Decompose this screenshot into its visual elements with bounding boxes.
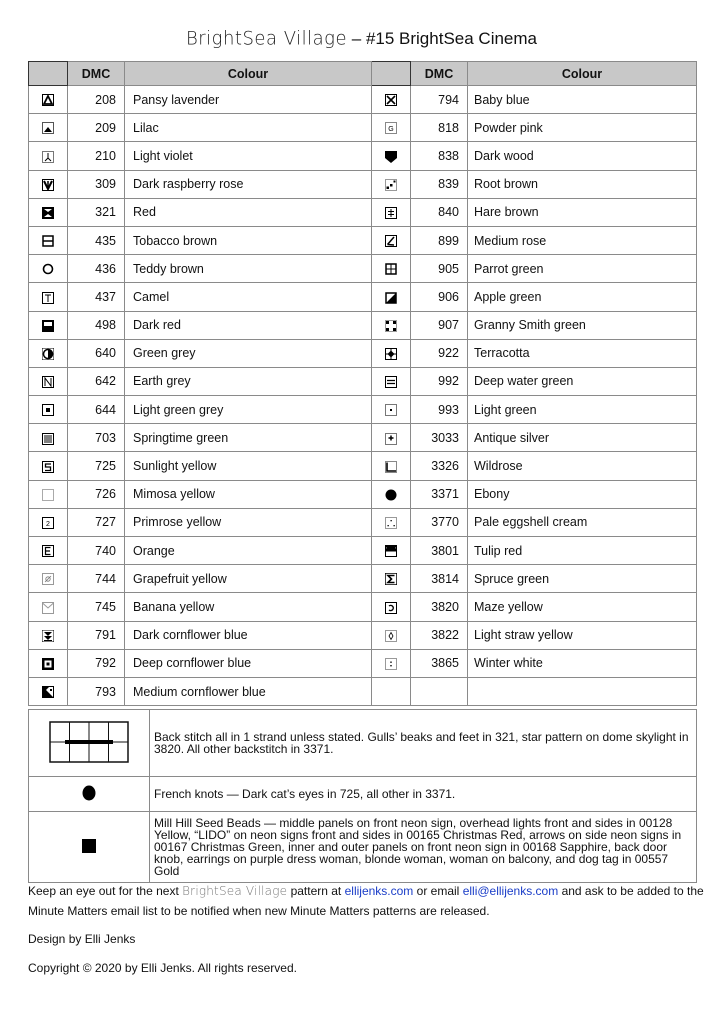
three-dots-icon <box>385 517 397 529</box>
dmc-number: 3822 <box>411 621 468 649</box>
symbol-cell <box>372 86 411 114</box>
symbol-cell <box>372 565 411 593</box>
colour-name: Maze yellow <box>468 593 697 621</box>
svg-text:G: G <box>388 126 394 134</box>
shield-filled-icon <box>385 151 397 163</box>
beads-note: Mill Hill Seed Beads — middle panels on front neon sign, overhead lights front and sides in 00128 Yellow, “LIDO” on neon signs front and sides in 00165 Christmas Red, arrows on side neon signs in 00167 Christmas Green, inner and outer panels on front neon sign in 00168 Sapphire, back door knob, earrings on purple dress woman, blonde woman, woman on balcony, and dog tag in 00557 Gold <box>150 812 697 883</box>
colour-name: Baby blue <box>468 86 697 114</box>
corner-triangle-dot-icon <box>42 686 54 698</box>
pattern-title: – #15 BrightSea Cinema <box>351 29 537 48</box>
colour-name: Hare brown <box>468 198 697 226</box>
l-corner-icon <box>385 461 397 473</box>
symbol-header-2 <box>372 62 411 86</box>
dmc-number: 906 <box>411 283 468 311</box>
backstitch-note: Back stitch all in 1 strand unless stated. Gulls’ beaks and feet in 321, star pattern on dome skylight in 3820. All other backstitch in 3371. <box>150 710 697 777</box>
dmc-number: 498 <box>68 311 125 339</box>
symbol-cell <box>29 86 68 114</box>
dmc-number: 745 <box>68 593 125 621</box>
symbol-cell <box>29 311 68 339</box>
beads-row <box>29 812 697 883</box>
diagonal-half-icon <box>385 292 397 304</box>
colour-name: Pale eggshell cream <box>468 508 697 536</box>
french-knot-note: French knots — Dark cat’s eyes in 725, all other in 3371. <box>150 777 697 812</box>
symbol-cell <box>372 396 411 424</box>
copyright-notice: Copyright © 2020 by Elli Jenks. All rights reserved. <box>28 961 297 975</box>
table-row <box>29 508 697 536</box>
double-cross-icon <box>385 207 397 219</box>
symbol-cell <box>372 170 411 198</box>
dmc-number: 209 <box>68 114 125 142</box>
symbol-cell <box>29 593 68 621</box>
table-row <box>29 114 697 142</box>
box-bottom-filled-icon <box>42 320 54 332</box>
dmc-header-2: DMC <box>411 62 468 86</box>
colour-name: Spruce green <box>468 565 697 593</box>
colour-header-2: Colour <box>468 62 697 86</box>
dmc-number: 3865 <box>411 649 468 677</box>
colour-name: Deep cornflower blue <box>125 649 372 677</box>
dmc-number: 309 <box>68 170 125 198</box>
french-knot-row <box>29 777 697 812</box>
dmc-number: 792 <box>68 649 125 677</box>
box-split-icon <box>42 235 54 247</box>
dmc-number <box>411 677 468 705</box>
promo-brand-logo: BrightSea Village <box>182 883 288 899</box>
bowtie-icon <box>42 207 54 219</box>
four-dots-icon <box>385 320 397 332</box>
symbol-cell <box>372 142 411 170</box>
table-row <box>29 396 697 424</box>
symbol-cell <box>372 114 411 142</box>
dmc-number: 839 <box>411 170 468 198</box>
colour-name: Green grey <box>125 339 372 367</box>
colour-header: Colour <box>125 62 372 86</box>
angle-icon <box>385 235 397 247</box>
table-row <box>29 170 697 198</box>
colour-name: Pansy lavender <box>125 86 372 114</box>
symbol-cell <box>29 255 68 283</box>
dmc-number: 3033 <box>411 424 468 452</box>
symbol-cell <box>29 565 68 593</box>
colour-name: Light green grey <box>125 396 372 424</box>
bead-symbol <box>29 812 150 883</box>
dmc-number: 838 <box>411 142 468 170</box>
dome-icon <box>385 545 397 557</box>
plus-icon <box>385 433 397 445</box>
colour-name: Terracotta <box>468 339 697 367</box>
dmc-number: 208 <box>68 86 125 114</box>
backstitch-grid-icon <box>49 721 129 763</box>
colour-name: Light green <box>468 396 697 424</box>
symbol-cell <box>372 649 411 677</box>
dmc-number: 3814 <box>411 565 468 593</box>
table-row <box>29 86 697 114</box>
dmc-number: 725 <box>68 452 125 480</box>
double-chevron-down-icon <box>42 630 54 642</box>
colour-name: Light straw yellow <box>468 621 697 649</box>
colour-name: Teddy brown <box>125 255 372 283</box>
symbol-cell <box>29 170 68 198</box>
dmc-number: 437 <box>68 283 125 311</box>
symbol-cell <box>29 649 68 677</box>
table-row <box>29 452 697 480</box>
table-row <box>29 142 697 170</box>
dmc-number: 793 <box>68 677 125 705</box>
filled-circle-icon <box>385 489 397 501</box>
symbol-cell <box>372 424 411 452</box>
promo-text-end: and ask to be added to the <box>561 884 704 898</box>
letter-n-icon <box>42 376 54 388</box>
symbol-cell <box>29 396 68 424</box>
letter-e-icon <box>42 545 54 557</box>
symbol-cell <box>372 452 411 480</box>
dmc-number: 993 <box>411 396 468 424</box>
colour-name: Ebony <box>468 480 697 508</box>
dmc-number: 642 <box>68 367 125 395</box>
table-row <box>29 198 697 226</box>
colour-name: Earth grey <box>125 367 372 395</box>
dmc-number: 321 <box>68 198 125 226</box>
equals-icon <box>385 376 397 388</box>
promo-text-line2: Minute Matters email list to be notified when new Minute Matters patterns are released. <box>28 904 490 918</box>
colour-name: Primrose yellow <box>125 508 372 536</box>
table-row <box>29 311 697 339</box>
table-row <box>29 424 697 452</box>
dmc-number: 3820 <box>411 593 468 621</box>
backstitch-symbol <box>29 710 150 777</box>
dmc-number: 740 <box>68 537 125 565</box>
center-dot-icon <box>385 404 397 416</box>
french-knot-symbol <box>29 777 150 812</box>
dmc-number: 905 <box>411 255 468 283</box>
grid-square-icon <box>385 263 397 275</box>
dmc-number: 726 <box>68 480 125 508</box>
symbol-cell <box>372 198 411 226</box>
stitch-notes-table <box>28 709 697 883</box>
sigma-icon <box>385 573 397 585</box>
x-cross-icon <box>385 94 397 106</box>
page-title <box>0 28 723 49</box>
table-row <box>29 593 697 621</box>
table-row <box>29 565 697 593</box>
symbol-cell <box>29 198 68 226</box>
symbol-cell <box>372 226 411 254</box>
colon-icon <box>385 658 397 670</box>
v-arrow-down-icon <box>42 179 54 191</box>
symbol-cell <box>29 480 68 508</box>
circle-outline-icon <box>42 263 54 275</box>
symbol-cell <box>372 480 411 508</box>
symbol-cell <box>372 537 411 565</box>
dmc-number: 3770 <box>411 508 468 536</box>
dmc-number: 435 <box>68 226 125 254</box>
colour-name: Camel <box>125 283 372 311</box>
dmc-number: 644 <box>68 396 125 424</box>
colour-name: Dark cornflower blue <box>125 621 372 649</box>
dmc-number: 436 <box>68 255 125 283</box>
dmc-number: 3371 <box>411 480 468 508</box>
table-row <box>29 367 697 395</box>
table-row <box>29 649 697 677</box>
dmc-number: 210 <box>68 142 125 170</box>
dmc-number: 907 <box>411 311 468 339</box>
dmc-number: 794 <box>411 86 468 114</box>
symbol-header <box>29 62 68 86</box>
symbol-cell <box>372 255 411 283</box>
colour-name: Winter white <box>468 649 697 677</box>
table-header-row <box>29 62 697 86</box>
colour-name: Orange <box>125 537 372 565</box>
colour-name: Antique silver <box>468 424 697 452</box>
open-circle-arrow-icon <box>385 602 397 614</box>
triangle-small-filled-icon <box>42 122 54 134</box>
symbol-cell <box>372 508 411 536</box>
colour-name: Dark raspberry rose <box>125 170 372 198</box>
symbol-cell <box>372 283 411 311</box>
table-row <box>29 677 697 705</box>
diagonal-dots-icon <box>385 179 397 191</box>
thread-key-table <box>28 61 697 706</box>
symbol-cell <box>29 367 68 395</box>
symbol-cell <box>29 114 68 142</box>
symbol-cell <box>29 452 68 480</box>
bead-square-icon <box>82 839 96 853</box>
dmc-number: 818 <box>411 114 468 142</box>
brand-logo: BrightSea Village <box>185 27 348 50</box>
dmc-header: DMC <box>68 62 125 86</box>
colour-name: Banana yellow <box>125 593 372 621</box>
symbol-cell <box>372 621 411 649</box>
symbol-cell <box>372 311 411 339</box>
colour-name: Light violet <box>125 142 372 170</box>
colour-name: Root brown <box>468 170 697 198</box>
dmc-number: 640 <box>68 339 125 367</box>
colour-name: Powder pink <box>468 114 697 142</box>
promo-text <box>28 881 708 921</box>
symbol-cell <box>372 593 411 621</box>
svg-text:2: 2 <box>46 521 50 529</box>
envelope-icon <box>42 602 54 614</box>
symbol-cell <box>29 283 68 311</box>
colour-name: Red <box>125 198 372 226</box>
symbol-cell <box>29 621 68 649</box>
diamond-cross-icon <box>385 348 397 360</box>
symbol-cell <box>29 142 68 170</box>
dmc-number: 899 <box>411 226 468 254</box>
promo-text-start: Keep an eye out for the next <box>28 884 179 898</box>
symbol-cell <box>372 367 411 395</box>
triangle-outline-icon <box>42 94 54 106</box>
colour-name: Medium rose <box>468 226 697 254</box>
symbol-cell <box>372 339 411 367</box>
dmc-number: 922 <box>411 339 468 367</box>
letter-s-icon <box>42 461 54 473</box>
colour-name: Tobacco brown <box>125 226 372 254</box>
small-square-icon <box>42 404 54 416</box>
colour-name: Granny Smith green <box>468 311 697 339</box>
y-fork-icon <box>42 151 54 163</box>
symbol-cell <box>29 226 68 254</box>
square-in-square-icon <box>42 658 54 670</box>
symbol-cell <box>29 537 68 565</box>
website-link[interactable]: ellijenks.com <box>344 884 414 898</box>
colour-name: Wildrose <box>468 452 697 480</box>
promo-text-mid: pattern at <box>290 884 342 898</box>
vertical-bars-icon <box>42 433 54 445</box>
colour-name: Apple green <box>468 283 697 311</box>
promo-text-or: or email <box>416 884 460 898</box>
lozenge-icon <box>385 630 397 642</box>
backstitch-row <box>29 710 697 777</box>
table-row <box>29 339 697 367</box>
colour-name: Springtime green <box>125 424 372 452</box>
colour-name: Medium cornflower blue <box>125 677 372 705</box>
letter-t-icon <box>42 292 54 304</box>
design-credit: Design by Elli Jenks <box>28 932 136 946</box>
email-link[interactable]: elli@ellijenks.com <box>462 884 559 898</box>
symbol-cell <box>29 424 68 452</box>
colour-name <box>468 677 697 705</box>
colour-name: Dark wood <box>468 142 697 170</box>
table-row <box>29 621 697 649</box>
colour-name: Sunlight yellow <box>125 452 372 480</box>
letter-g-icon <box>385 122 397 134</box>
dmc-number: 840 <box>411 198 468 226</box>
slashed-circle-icon <box>42 573 54 585</box>
colour-name: Parrot green <box>468 255 697 283</box>
table-row <box>29 226 697 254</box>
dmc-number: 744 <box>68 565 125 593</box>
colour-name: Lilac <box>125 114 372 142</box>
table-row <box>29 283 697 311</box>
dmc-number: 992 <box>411 367 468 395</box>
table-row <box>29 255 697 283</box>
colour-name: Deep water green <box>468 367 697 395</box>
dmc-number: 703 <box>68 424 125 452</box>
colour-name: Dark red <box>125 311 372 339</box>
colour-name: Mimosa yellow <box>125 480 372 508</box>
dmc-number: 791 <box>68 621 125 649</box>
dmc-number: 727 <box>68 508 125 536</box>
colour-name: Grapefruit yellow <box>125 565 372 593</box>
digit-2-icon <box>42 517 54 529</box>
table-row <box>29 480 697 508</box>
symbol-cell <box>29 677 68 705</box>
empty-box-icon <box>42 489 54 501</box>
half-circle-icon <box>42 348 54 360</box>
table-row <box>29 537 697 565</box>
french-knot-dot-icon <box>82 785 96 801</box>
symbol-cell <box>372 677 411 705</box>
symbol-cell <box>29 508 68 536</box>
symbol-cell <box>29 339 68 367</box>
dmc-number: 3326 <box>411 452 468 480</box>
colour-name: Tulip red <box>468 537 697 565</box>
dmc-number: 3801 <box>411 537 468 565</box>
